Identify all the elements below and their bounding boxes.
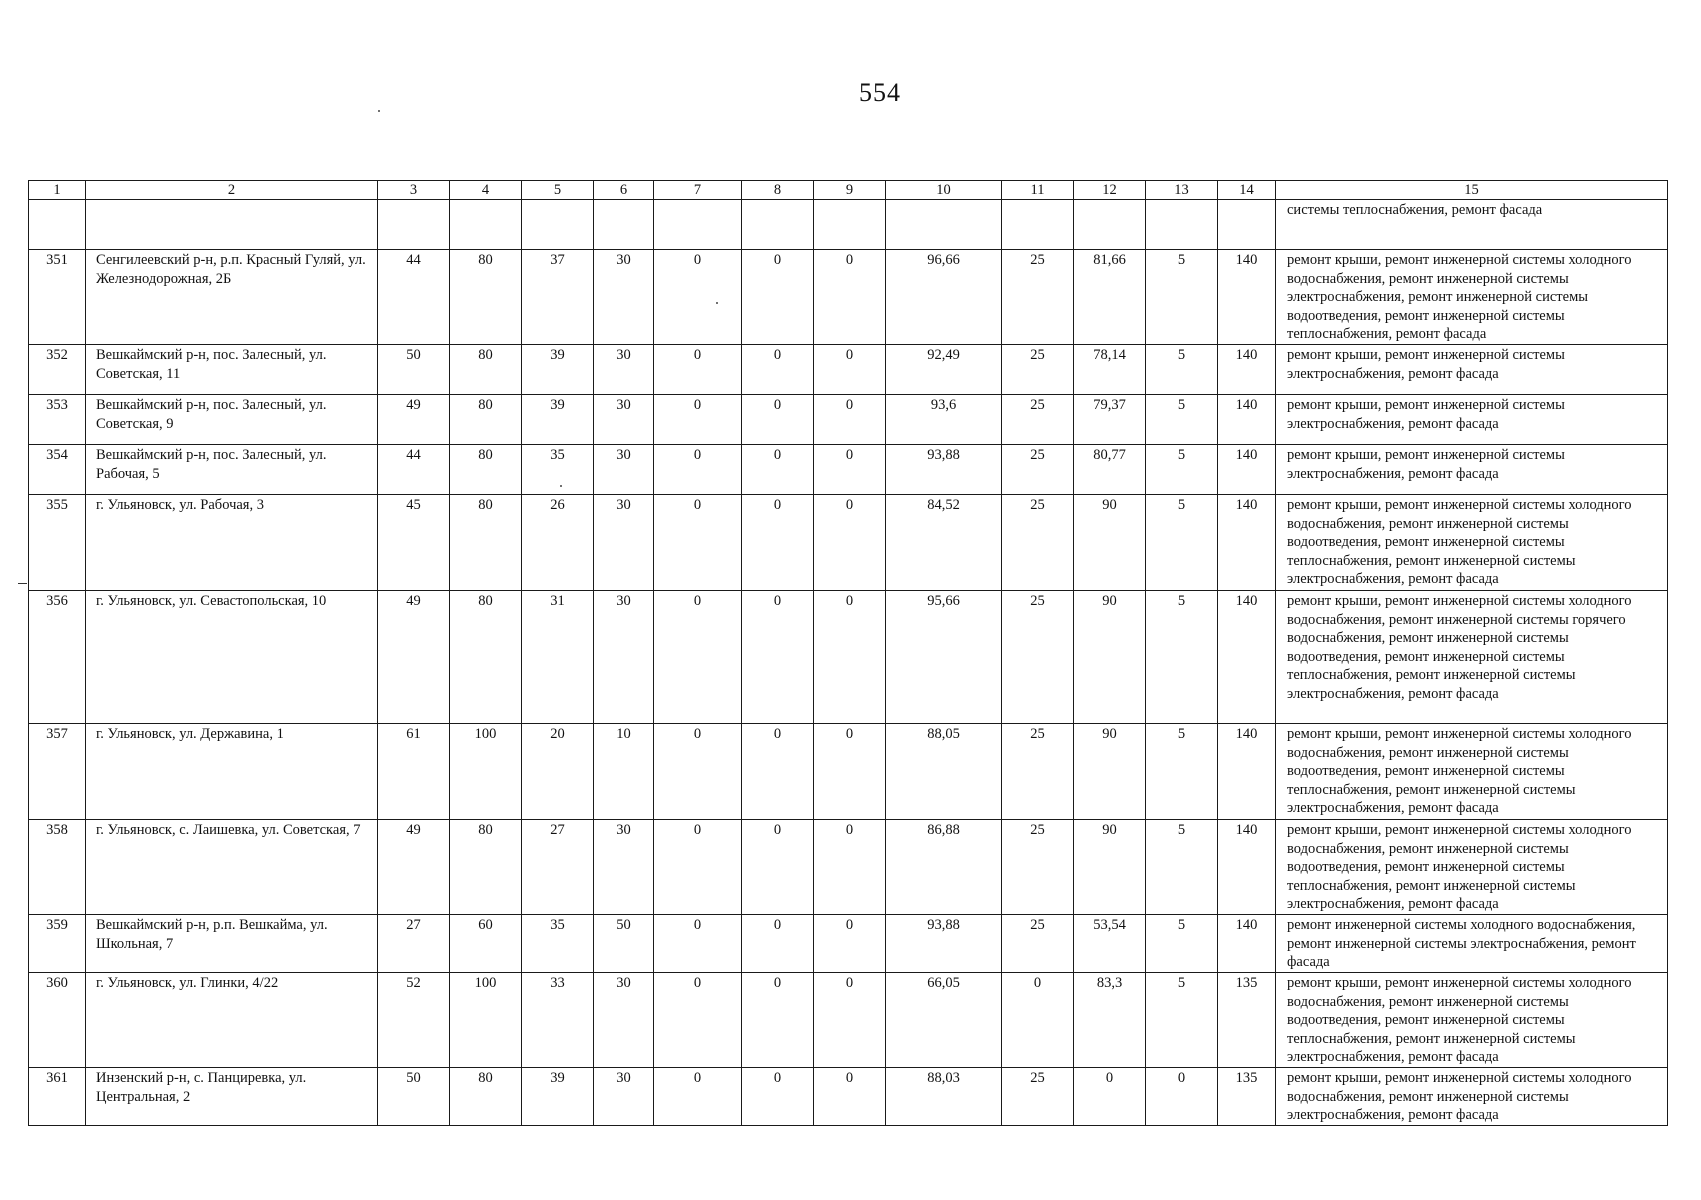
row-number: 359 [29, 915, 86, 973]
value-cell-c10: 93,6 [886, 395, 1002, 445]
value-cell-c10: 93,88 [886, 915, 1002, 973]
address-cell: г. Ульяновск, ул. Севастопольская, 10 [86, 591, 378, 724]
value-cell-c4: 80 [450, 820, 522, 915]
value-cell-c11: 25 [1002, 345, 1074, 395]
value-cell-c10: 84,52 [886, 495, 1002, 591]
value-cell-c7: 0 [654, 445, 742, 495]
scan-mark [18, 583, 27, 584]
value-cell-c3: 49 [378, 591, 450, 724]
address-cell: Сенгилеевский р-н, р.п. Красный Гуляй, ул. Железнодорожная, 2Б [86, 250, 378, 345]
value-cell-c4: 100 [450, 973, 522, 1068]
row-number: 354 [29, 445, 86, 495]
scan-speck [378, 110, 380, 112]
row-number: 353 [29, 395, 86, 445]
column-header: 9 [814, 181, 886, 200]
value-cell-c6: 30 [594, 973, 654, 1068]
value-cell-c10: 95,66 [886, 591, 1002, 724]
value-cell-c8: 0 [742, 973, 814, 1068]
work-list: системы теплоснабжения, ремонт фасада [1276, 200, 1668, 250]
value-cell-c5: 39 [522, 345, 594, 395]
value-cell-c3: 49 [378, 820, 450, 915]
value-cell-c10: 88,05 [886, 724, 1002, 820]
column-header: 12 [1074, 181, 1146, 200]
table-row [29, 820, 1668, 915]
column-header: 1 [29, 181, 86, 200]
value-cell-c12: 90 [1074, 820, 1146, 915]
value-cell-c8: 0 [742, 445, 814, 495]
value-cell-c12: 78,14 [1074, 345, 1146, 395]
column-header: 15 [1276, 181, 1668, 200]
value-cell-c9: 0 [814, 250, 886, 345]
value-cell-c8: 0 [742, 250, 814, 345]
value-cell-c14: 140 [1218, 724, 1276, 820]
table-row [29, 250, 1668, 345]
value-cell-c12: 80,77 [1074, 445, 1146, 495]
table-row [29, 345, 1668, 395]
column-header: 3 [378, 181, 450, 200]
value-cell-c6: 30 [594, 395, 654, 445]
table-row [29, 1068, 1668, 1126]
value-cell-c6: 10 [594, 724, 654, 820]
column-header: 11 [1002, 181, 1074, 200]
value-cell-c7: 0 [654, 915, 742, 973]
value-cell-c9: 0 [814, 724, 886, 820]
value-cell-c5: 39 [522, 395, 594, 445]
value-cell-c11: 25 [1002, 445, 1074, 495]
row-number: 361 [29, 1068, 86, 1126]
work-list: ремонт крыши, ремонт инженерной системы холодного водоснабжения, ремонт инженерной системы электроснабжения, ремонт фасада [1276, 1068, 1668, 1126]
address-cell: г. Ульяновск, ул. Державина, 1 [86, 724, 378, 820]
column-header: 6 [594, 181, 654, 200]
value-cell-c13: 5 [1146, 973, 1218, 1068]
value-cell-c10: 96,66 [886, 250, 1002, 345]
value-cell-c11: 25 [1002, 915, 1074, 973]
value-cell-c9: 0 [814, 495, 886, 591]
value-cell-c3: 27 [378, 915, 450, 973]
row-number: 355 [29, 495, 86, 591]
column-header: 10 [886, 181, 1002, 200]
row-number: 351 [29, 250, 86, 345]
work-list: ремонт крыши, ремонт инженерной системы холодного водоснабжения, ремонт инженерной системы электроснабжения, ремонт инженерной системы водоотведения, ремонт инженерной системы теплоснабжения, ремонт фасада [1276, 250, 1668, 345]
value-cell-c11: 25 [1002, 1068, 1074, 1126]
value-cell-c9: 0 [814, 820, 886, 915]
address-cell: г. Ульяновск, ул. Рабочая, 3 [86, 495, 378, 591]
value-cell-c8: 0 [742, 724, 814, 820]
value-cell-c7: 0 [654, 395, 742, 445]
value-cell-c6: 30 [594, 591, 654, 724]
value-cell-c6: 30 [594, 495, 654, 591]
value-cell-c12: 53,54 [1074, 915, 1146, 973]
value-cell-c11: 25 [1002, 820, 1074, 915]
value-cell-c11: 25 [1002, 591, 1074, 724]
table-row [29, 724, 1668, 820]
column-header: 5 [522, 181, 594, 200]
address-cell: г. Ульяновск, ул. Глинки, 4/22 [86, 973, 378, 1068]
value-cell-c13: 5 [1146, 591, 1218, 724]
value-cell-c14: 140 [1218, 915, 1276, 973]
column-header: 4 [450, 181, 522, 200]
table-row [29, 395, 1668, 445]
value-cell-c12: 81,66 [1074, 250, 1146, 345]
value-cell-c7: 0 [654, 345, 742, 395]
value-cell-c8: 0 [742, 1068, 814, 1126]
row-number: 356 [29, 591, 86, 724]
value-cell-c9: 0 [814, 973, 886, 1068]
value-cell-c4: 80 [450, 345, 522, 395]
value-cell-c3: 45 [378, 495, 450, 591]
address-cell: Инзенский р-н, с. Панциревка, ул. Центральная, 2 [86, 1068, 378, 1126]
value-cell-c7: 0 [654, 495, 742, 591]
value-cell-c13: 5 [1146, 495, 1218, 591]
value-cell-c9: 0 [814, 915, 886, 973]
work-list: ремонт крыши, ремонт инженерной системы холодного водоснабжения, ремонт инженерной системы горячего водоснабжения, ремонт инженерной системы водоотведения, ремонт инженерной системы теплоснабжения, ремонт инженерной системы электроснабжения, ремонт фасада [1276, 591, 1668, 724]
value-cell-c9: 0 [814, 395, 886, 445]
continuation-row [29, 200, 1668, 250]
address-cell: г. Ульяновск, с. Лаишевка, ул. Советская, 7 [86, 820, 378, 915]
value-cell-c13: 5 [1146, 345, 1218, 395]
table-row [29, 591, 1668, 724]
value-cell-c11: 25 [1002, 724, 1074, 820]
value-cell-c8: 0 [742, 915, 814, 973]
value-cell-c13: 5 [1146, 250, 1218, 345]
value-cell-c12: 90 [1074, 495, 1146, 591]
value-cell-c14: 140 [1218, 495, 1276, 591]
value-cell-c5: 39 [522, 1068, 594, 1126]
page-number: 554 [859, 78, 901, 107]
value-cell-c13: 5 [1146, 395, 1218, 445]
value-cell-c6: 30 [594, 250, 654, 345]
table-row [29, 495, 1668, 591]
work-list: ремонт крыши, ремонт инженерной системы холодного водоснабжения, ремонт инженерной системы водоотведения, ремонт инженерной системы теплоснабжения, ремонт инженерной системы электроснабжения, ремонт фасада [1276, 820, 1668, 915]
row-number: 358 [29, 820, 86, 915]
value-cell-c12: 79,37 [1074, 395, 1146, 445]
value-cell-c7: 0 [654, 1068, 742, 1126]
value-cell-c13: 5 [1146, 724, 1218, 820]
value-cell-c10: 92,49 [886, 345, 1002, 395]
value-cell-c13: 0 [1146, 1068, 1218, 1126]
value-cell-c12: 0 [1074, 1068, 1146, 1126]
value-cell-c11: 0 [1002, 973, 1074, 1068]
value-cell-c8: 0 [742, 495, 814, 591]
value-cell-c3: 49 [378, 395, 450, 445]
value-cell-c8: 0 [742, 395, 814, 445]
table-row [29, 973, 1668, 1068]
column-header: 8 [742, 181, 814, 200]
value-cell-c10: 86,88 [886, 820, 1002, 915]
value-cell-c7: 0 [654, 250, 742, 345]
value-cell-c3: 44 [378, 250, 450, 345]
value-cell-c7: 0 [654, 820, 742, 915]
work-list: ремонт крыши, ремонт инженерной системы холодного водоснабжения, ремонт инженерной системы водоотведения, ремонт инженерной системы теплоснабжения, ремонт инженерной системы электроснабжения, ремонт фасада [1276, 973, 1668, 1068]
value-cell-c10: 93,88 [886, 445, 1002, 495]
value-cell-c11: 25 [1002, 495, 1074, 591]
value-cell-c5: 27 [522, 820, 594, 915]
value-cell-c4: 80 [450, 1068, 522, 1126]
value-cell-c13: 5 [1146, 445, 1218, 495]
value-cell-c3: 52 [378, 973, 450, 1068]
work-list: ремонт крыши, ремонт инженерной системы электроснабжения, ремонт фасада [1276, 345, 1668, 395]
table-row [29, 915, 1668, 973]
value-cell-c7: 0 [654, 724, 742, 820]
value-cell-c7: 0 [654, 591, 742, 724]
row-number: 360 [29, 973, 86, 1068]
value-cell-c14: 135 [1218, 1068, 1276, 1126]
address-cell: Вешкаймский р-н, р.п. Вешкайма, ул. Школьная, 7 [86, 915, 378, 973]
value-cell-c6: 30 [594, 820, 654, 915]
value-cell-c3: 44 [378, 445, 450, 495]
column-header: 13 [1146, 181, 1218, 200]
overhaul-table [28, 180, 1668, 1126]
value-cell-c5: 31 [522, 591, 594, 724]
value-cell-c4: 100 [450, 724, 522, 820]
value-cell-c12: 90 [1074, 724, 1146, 820]
value-cell-c6: 30 [594, 445, 654, 495]
value-cell-c4: 80 [450, 495, 522, 591]
value-cell-c3: 50 [378, 1068, 450, 1126]
value-cell-c5: 33 [522, 973, 594, 1068]
value-cell-c13: 5 [1146, 820, 1218, 915]
value-cell-c14: 140 [1218, 445, 1276, 495]
value-cell-c6: 30 [594, 1068, 654, 1126]
value-cell-c5: 35 [522, 445, 594, 495]
work-list: ремонт крыши, ремонт инженерной системы электроснабжения, ремонт фасада [1276, 445, 1668, 495]
value-cell-c8: 0 [742, 591, 814, 724]
address-cell: Вешкаймский р-н, пос. Залесный, ул. Советская, 11 [86, 345, 378, 395]
value-cell-c5: 26 [522, 495, 594, 591]
value-cell-c11: 25 [1002, 395, 1074, 445]
table-row [29, 445, 1668, 495]
column-header: 7 [654, 181, 742, 200]
value-cell-c9: 0 [814, 591, 886, 724]
value-cell-c4: 80 [450, 591, 522, 724]
value-cell-c14: 135 [1218, 973, 1276, 1068]
value-cell-c14: 140 [1218, 591, 1276, 724]
value-cell-c12: 90 [1074, 591, 1146, 724]
value-cell-c9: 0 [814, 345, 886, 395]
value-cell-c3: 50 [378, 345, 450, 395]
value-cell-c11: 25 [1002, 250, 1074, 345]
value-cell-c4: 80 [450, 250, 522, 345]
value-cell-c9: 0 [814, 445, 886, 495]
value-cell-c3: 61 [378, 724, 450, 820]
work-list: ремонт крыши, ремонт инженерной системы холодного водоснабжения, ремонт инженерной системы водоотведения, ремонт инженерной системы теплоснабжения, ремонт инженерной системы электроснабжения, ремонт фасада [1276, 495, 1668, 591]
row-number: 357 [29, 724, 86, 820]
work-list: ремонт крыши, ремонт инженерной системы электроснабжения, ремонт фасада [1276, 395, 1668, 445]
value-cell-c13: 5 [1146, 915, 1218, 973]
value-cell-c14: 140 [1218, 395, 1276, 445]
work-list: ремонт крыши, ремонт инженерной системы холодного водоснабжения, ремонт инженерной системы водоотведения, ремонт инженерной системы теплоснабжения, ремонт инженерной системы электроснабжения, ремонт фасада [1276, 724, 1668, 820]
value-cell-c6: 30 [594, 345, 654, 395]
column-header: 14 [1218, 181, 1276, 200]
value-cell-c9: 0 [814, 1068, 886, 1126]
value-cell-c5: 35 [522, 915, 594, 973]
column-number-row [29, 181, 1668, 200]
address-cell: Вешкаймский р-н, пос. Залесный, ул. Рабочая, 5 [86, 445, 378, 495]
value-cell-c4: 80 [450, 395, 522, 445]
value-cell-c5: 20 [522, 724, 594, 820]
value-cell-c4: 80 [450, 445, 522, 495]
value-cell-c4: 60 [450, 915, 522, 973]
value-cell-c8: 0 [742, 345, 814, 395]
value-cell-c14: 140 [1218, 820, 1276, 915]
value-cell-c14: 140 [1218, 250, 1276, 345]
value-cell-c8: 0 [742, 820, 814, 915]
work-list: ремонт инженерной системы холодного водоснабжения, ремонт инженерной системы электроснабжения, ремонт фасада [1276, 915, 1668, 973]
value-cell-c5: 37 [522, 250, 594, 345]
value-cell-c6: 50 [594, 915, 654, 973]
value-cell-c14: 140 [1218, 345, 1276, 395]
row-number: 352 [29, 345, 86, 395]
value-cell-c10: 88,03 [886, 1068, 1002, 1126]
value-cell-c10: 66,05 [886, 973, 1002, 1068]
column-header: 2 [86, 181, 378, 200]
address-cell: Вешкаймский р-н, пос. Залесный, ул. Советская, 9 [86, 395, 378, 445]
value-cell-c12: 83,3 [1074, 973, 1146, 1068]
value-cell-c7: 0 [654, 973, 742, 1068]
